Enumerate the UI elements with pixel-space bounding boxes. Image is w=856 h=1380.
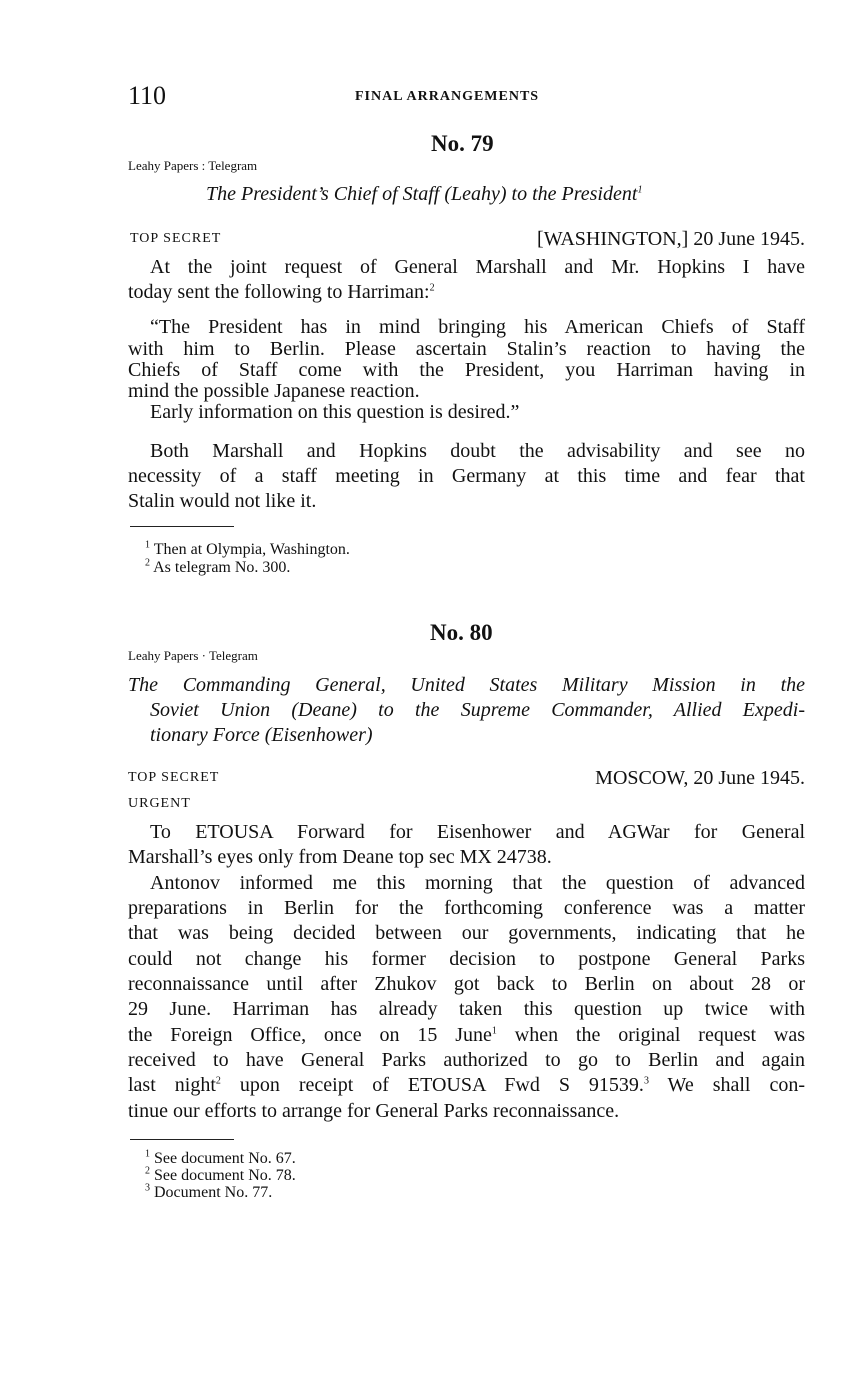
doc80-para1-line2: Marshall’s eyes only from Deane top sec MX 24738.: [128, 846, 552, 868]
doc80-note-1: 1: [491, 1025, 497, 1037]
doc80-para2-line7-b: when the original request was: [496, 1024, 805, 1046]
doc80-para2-line6: 29 June. Harriman has already taken this question up twice with: [128, 998, 805, 1020]
page-number: 110: [128, 81, 167, 110]
doc79-footnote-1: [145, 541, 350, 559]
doc80-footnote-2-mark: 2: [145, 1165, 150, 1177]
doc79-quote-line4: mind the possible Japanese reaction.: [128, 380, 420, 402]
doc80-para2-line8: received to have General Parks authorized to go to Berlin and again: [128, 1049, 805, 1071]
doc80-para2-line1: Antonov informed me this morning that the question of advanced: [150, 872, 805, 894]
doc80-para2-line2: preparations in Berlin for the forthcoming conference was a matter: [128, 897, 805, 919]
doc79-para1-line1: At the joint request of General Marshall and Mr. Hopkins I have: [150, 256, 805, 278]
doc80-footnote-2-text: See document No. 78.: [154, 1167, 296, 1184]
doc79-para2-line2: necessity of a staff meeting in Germany at this time and fear that: [128, 465, 805, 487]
doc79-footnote-2: [145, 559, 290, 577]
running-head: FINAL ARRANGEMENTS: [355, 89, 540, 104]
doc79-number: No. 79: [431, 131, 494, 156]
doc80-para2-line7-a: the Foreign Office, once on 15 June: [128, 1024, 492, 1046]
doc80-note-2: 2: [215, 1075, 221, 1087]
doc80-title-line3: tionary Force (Eisenhower): [150, 724, 373, 746]
doc80-footnote-1-mark: 1: [145, 1148, 150, 1160]
doc80-title-line2: Soviet Union (Deane) to the Supreme Commander, Allied Expedi-: [150, 699, 805, 721]
doc80-para2-line5: reconnaissance until after Zhukov got back to Berlin on about 28 or: [128, 973, 805, 995]
doc79-para1-line2-text: today sent the following to Harriman:: [128, 281, 430, 303]
doc80-place-date: MOSCOW, 20 June 1945.: [595, 767, 805, 789]
doc80-number: No. 80: [430, 620, 493, 645]
doc80-footnote-2: [145, 1167, 296, 1185]
doc79-footnote-1-mark: 1: [145, 539, 150, 551]
doc79-classification: TOP SECRET: [130, 231, 222, 246]
doc80-footnote-1: [145, 1150, 296, 1168]
doc80-para2-line9-b: upon receipt of ETOUSA Fwd S 91539.: [220, 1074, 644, 1096]
doc80-para2-line10: tinue our efforts to arrange for General Parks reconnaissance.: [128, 1100, 620, 1122]
doc80-classification: TOP SECRET: [128, 770, 220, 785]
doc80-footnote-3-mark: 3: [145, 1182, 150, 1194]
doc79-place-date: [WASHINGTON,] 20 June 1945.: [537, 228, 805, 250]
doc80-para2-line9: [128, 1074, 805, 1097]
doc80-para2-line9-c: We shall con-: [648, 1074, 805, 1096]
doc79-footnote-2-text: As telegram No. 300.: [153, 559, 291, 576]
doc79-title: [206, 183, 642, 206]
doc80-para1-line1: To ETOUSA Forward for Eisenhower and AGWar for General: [150, 821, 805, 843]
doc79-title-note: 1: [637, 184, 643, 196]
doc80-footnote-3-text: Document No. 77.: [154, 1184, 273, 1201]
doc80-para2-line9-a: last night: [128, 1074, 216, 1096]
doc79-quote-last: Early information on this question is desired.”: [150, 401, 520, 423]
doc79-source: Leahy Papers : Telegram: [128, 158, 258, 173]
doc80-footnote-1-text: See document No. 67.: [154, 1150, 296, 1167]
doc80-footnote-3: [145, 1184, 272, 1202]
doc80-priority: URGENT: [128, 796, 191, 811]
doc79-quote-line1: “The President has in mind bringing his American Chiefs of Staff: [150, 316, 805, 338]
doc79-title-text: The President’s Chief of Staff (Leahy) to the President: [206, 183, 638, 205]
doc80-footnote-rule: [130, 1139, 234, 1140]
doc80-note-3: 3: [643, 1075, 649, 1087]
doc79-para2-line1: Both Marshall and Hopkins doubt the advisability and see no: [150, 440, 805, 462]
doc80-para2-line3: that was being decided between our governments, indicating that he: [128, 922, 805, 944]
doc79-footnote-1-text: Then at Olympia, Washington.: [153, 541, 350, 558]
doc80-para2-line7: [128, 1024, 805, 1047]
doc79-para1-note: 2: [429, 282, 435, 294]
doc80-title-line1: The Commanding General, United States Military Mission in the: [128, 674, 805, 696]
doc79-para2-line3: Stalin would not like it.: [128, 490, 317, 512]
doc80-source: Leahy Papers · Telegram: [128, 648, 258, 663]
doc79-quote-line2: with him to Berlin. Please ascertain Stalin’s reaction to having the: [128, 338, 805, 360]
doc79-quote-line3: Chiefs of Staff come with the President, you Harriman having in: [128, 359, 805, 381]
doc79-para1-line2: [128, 281, 435, 304]
doc80-para2-line4: could not change his former decision to postpone General Parks: [128, 948, 805, 970]
doc79-footnote-rule: [130, 526, 234, 527]
doc79-footnote-2-mark: 2: [145, 557, 150, 569]
